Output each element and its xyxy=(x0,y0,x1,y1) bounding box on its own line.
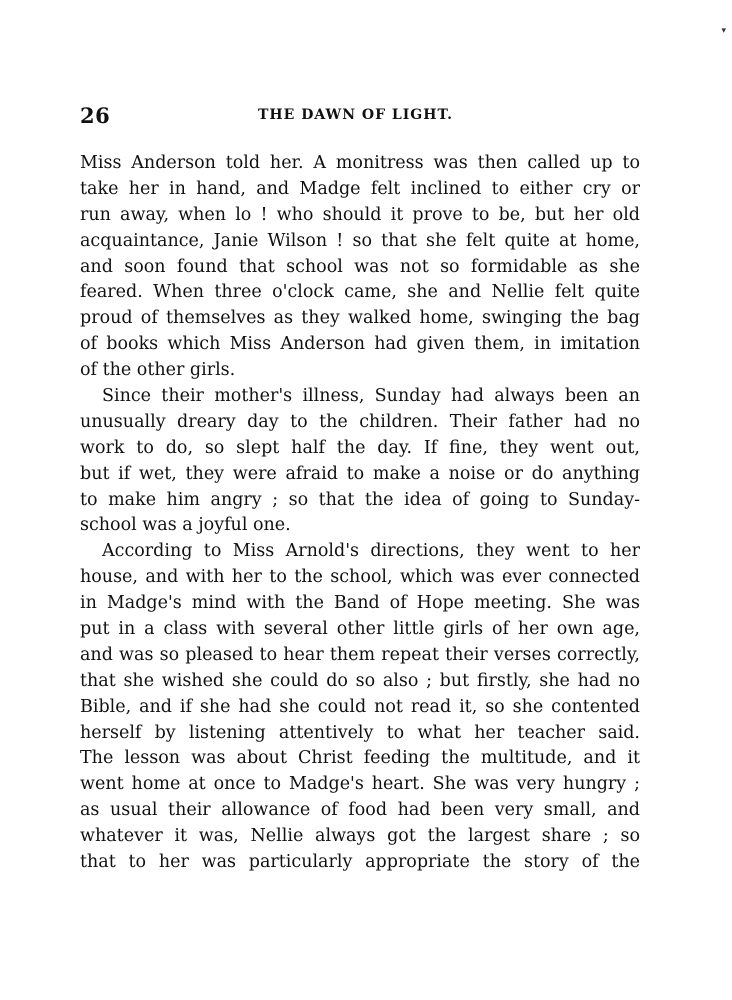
text-line: and soon found that school was not so formidable as she xyxy=(80,256,640,277)
text-line: take her in hand, and Madge felt inclined to either cry or xyxy=(80,178,640,199)
page-number: 26 xyxy=(80,103,111,128)
text-line: in Madge's mind with the Band of Hope meeting. She was xyxy=(80,593,640,614)
text-line: unusually dreary day to the children. Their father had no xyxy=(80,411,640,432)
text-line: acquaintance, Janie Wilson ! so that she felt quite at home, xyxy=(80,230,640,251)
text-line: that she wished she could do so also ; but firstly, she had no xyxy=(80,670,640,691)
text-line: that to her was particularly appropriate the story of the xyxy=(80,852,640,873)
text-line: and was so pleased to hear them repeat their verses correctly, xyxy=(80,644,640,665)
text-line: herself by listening attentively to what her teacher said. xyxy=(80,722,640,743)
text-line: as usual their allowance of food had been very small, and xyxy=(80,800,640,821)
text-line: feared. When three o'clock came, she and Nellie felt quite xyxy=(80,282,640,303)
text-line: The lesson was about Christ feeding the multitude, and it xyxy=(80,748,640,769)
text-line: Bible, and if she had she could not read it, so she contented xyxy=(80,696,640,717)
text-line: run away, when lo ! who should it prove to be, but her old xyxy=(80,204,640,225)
text-line: of books which Miss Anderson had given them, in imitation xyxy=(80,334,640,355)
page-header xyxy=(80,103,640,133)
text-line: Since their mother's illness, Sunday had always been an xyxy=(102,386,640,407)
text-line: house, and with her to the school, which was ever connected xyxy=(80,567,640,588)
text-line: school was a joyful one. xyxy=(80,515,291,536)
body-text xyxy=(80,151,640,876)
text-line: but if wet, they were afraid to make a noise or do anything xyxy=(80,463,640,484)
corner-mark: ▾ xyxy=(721,26,726,36)
text-line: work to do, so slept half the day. If fine, they went out, xyxy=(80,437,640,458)
text-line: According to Miss Arnold's directions, they went to her xyxy=(102,541,640,562)
text-line: of the other girls. xyxy=(80,360,236,381)
text-line: put in a class with several other little girls of her own age, xyxy=(80,619,640,640)
text-line: whatever it was, Nellie always got the largest share ; so xyxy=(80,826,640,847)
text-line: to make him angry ; so that the idea of going to Sunday- xyxy=(80,489,640,510)
text-line: went home at once to Madge's heart. She was very hungry ; xyxy=(80,774,640,795)
running-title: THE DAWN OF LIGHT. xyxy=(258,107,453,123)
text-line: proud of themselves as they walked home, swinging the bag xyxy=(80,308,640,329)
text-line: Miss Anderson told her. A monitress was then called up to xyxy=(80,153,640,173)
